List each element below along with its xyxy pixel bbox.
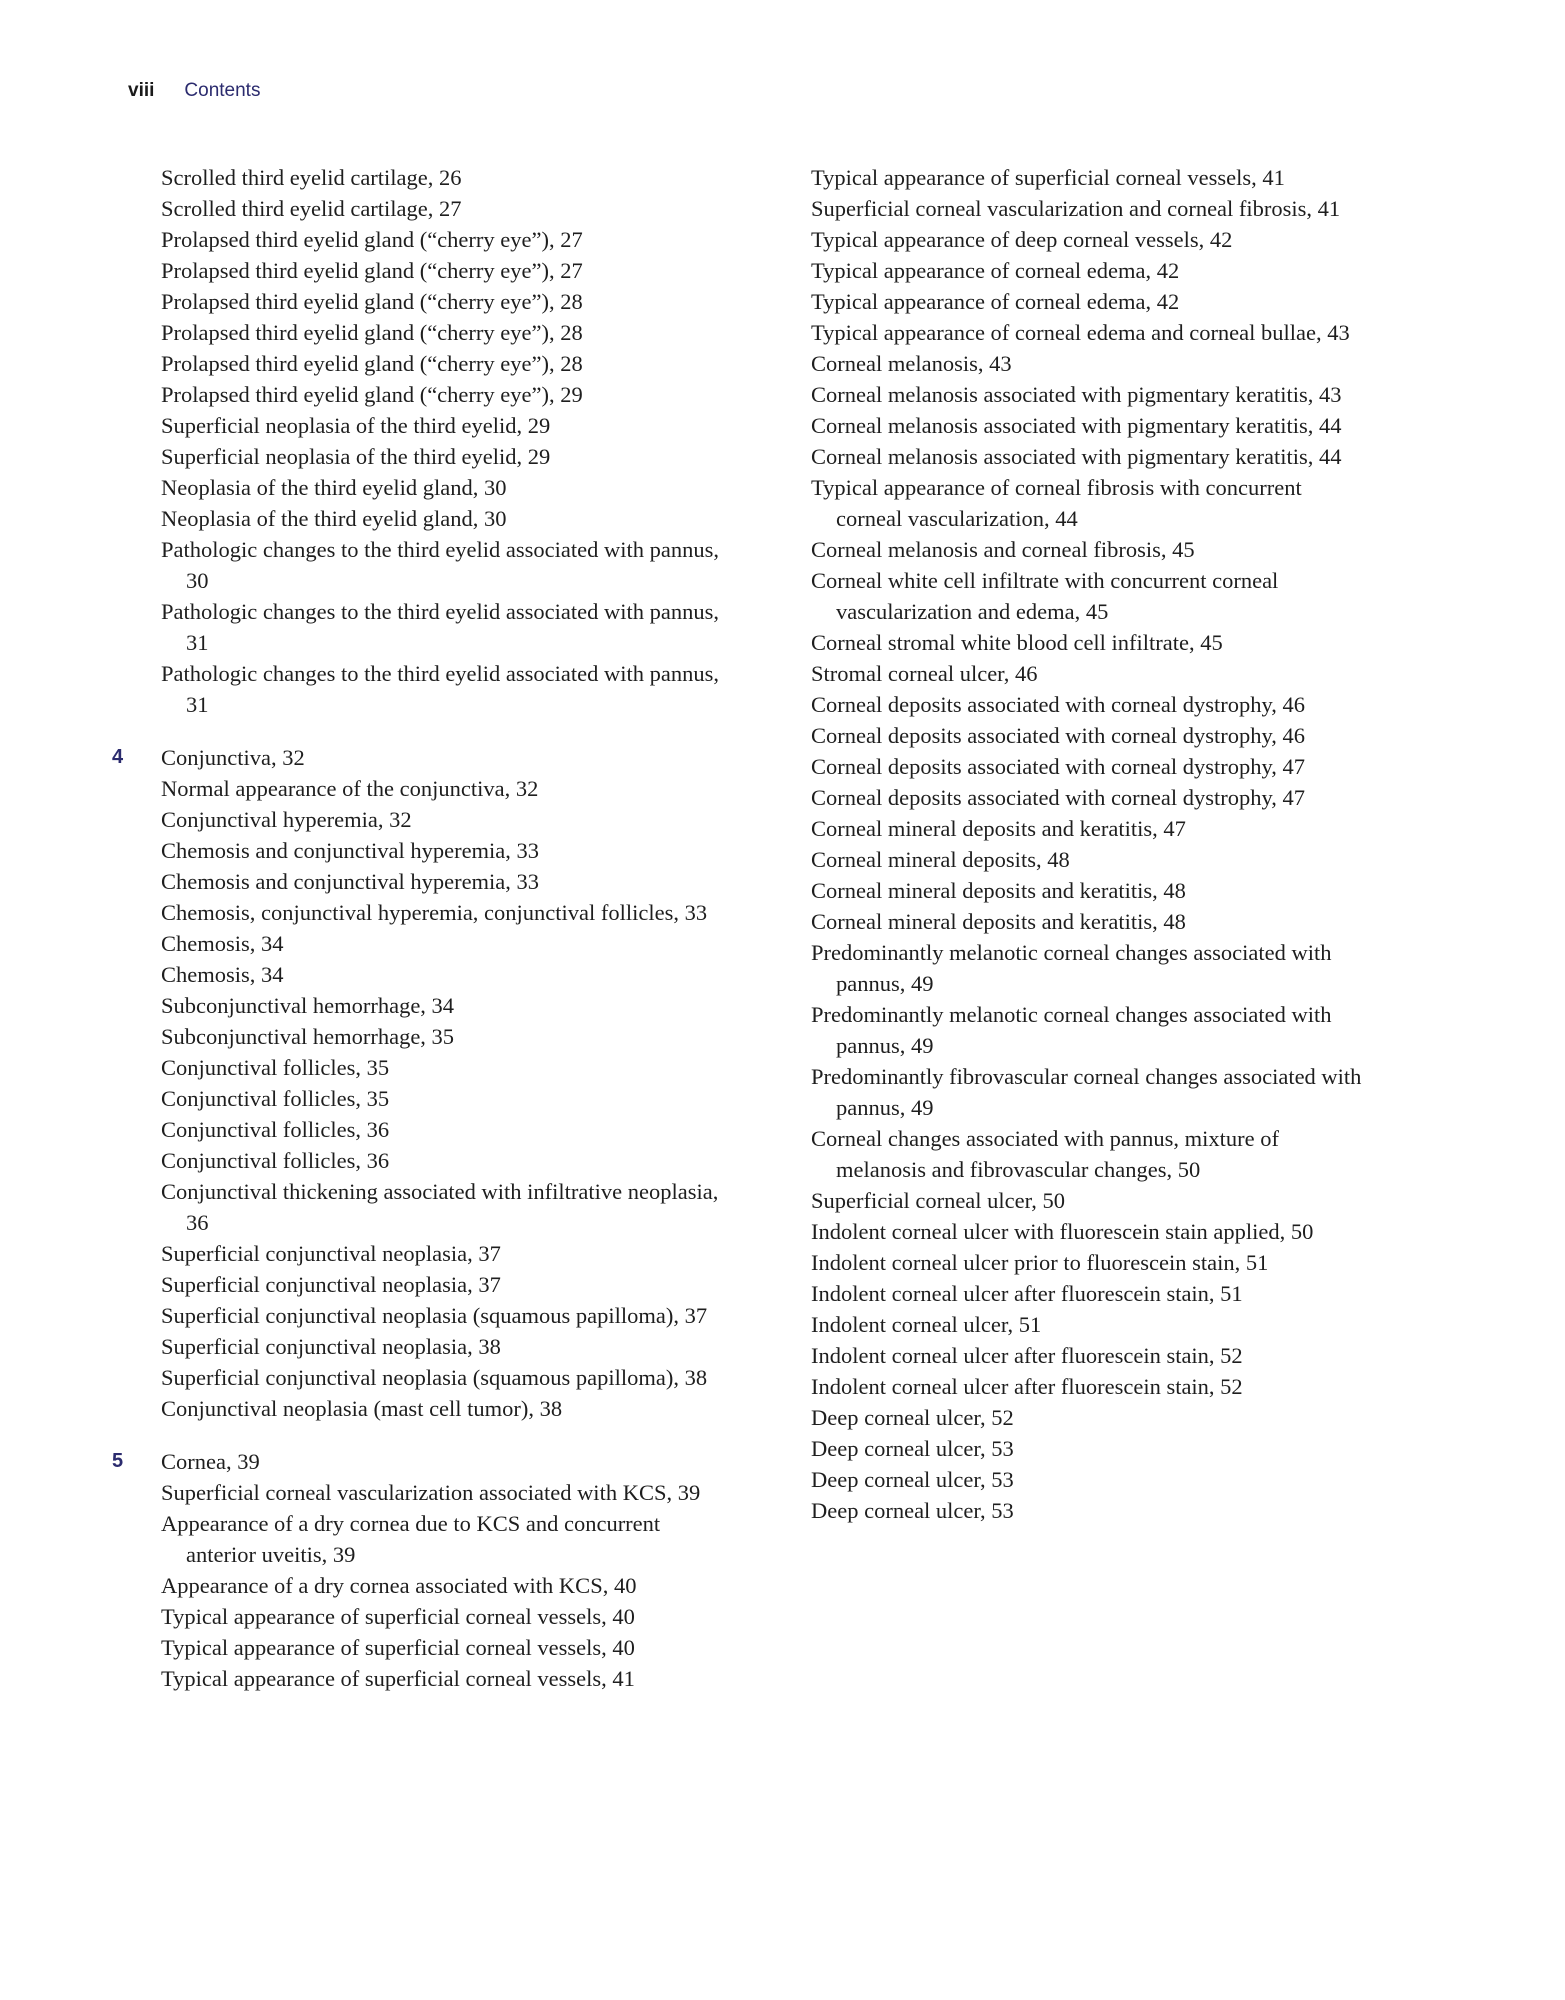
toc-entry: Deep corneal ulcer, 53 — [811, 1467, 1014, 1492]
toc-entry: Conjunctival thickening associated with infiltrative neoplasia, 36 — [161, 1179, 719, 1235]
toc-entry: Prolapsed third eyelid gland (“cherry eye”), 28 — [161, 289, 583, 314]
toc-entry: Typical appearance of corneal edema, 42 — [811, 258, 1180, 283]
toc-entry: Corneal melanosis associated with pigmentary keratitis, 44 — [811, 444, 1342, 469]
toc-entry: Neoplasia of the third eyelid gland, 30 — [161, 475, 507, 500]
chapter-3-continued — [161, 162, 721, 720]
toc-entry: Superficial conjunctival neoplasia (squamous papilloma), 37 — [161, 1303, 708, 1328]
page-number: viii — [128, 80, 155, 101]
toc-entry: Superficial conjunctival neoplasia, 37 — [161, 1272, 501, 1297]
toc-entry: Corneal melanosis associated with pigmentary keratitis, 43 — [811, 382, 1342, 407]
chapter-title: Conjunctiva, 32 — [161, 745, 305, 770]
toc-entry: Deep corneal ulcer, 53 — [811, 1498, 1014, 1523]
toc-entry: Conjunctival follicles, 35 — [161, 1086, 390, 1111]
toc-entry: Prolapsed third eyelid gland (“cherry eye”), 28 — [161, 351, 583, 376]
toc-entry: Prolapsed third eyelid gland (“cherry eye”), 29 — [161, 382, 583, 407]
toc-entry: Corneal deposits associated with corneal dystrophy, 47 — [811, 754, 1306, 779]
toc-entry: Neoplasia of the third eyelid gland, 30 — [161, 506, 507, 531]
toc-entry: Corneal deposits associated with corneal dystrophy, 46 — [811, 723, 1306, 748]
toc-entry: Pathologic changes to the third eyelid associated with pannus, 31 — [161, 661, 719, 717]
toc-entry: Predominantly melanotic corneal changes associated with pannus, 49 — [811, 1002, 1332, 1058]
toc-entry: Indolent corneal ulcer after fluorescein stain, 52 — [811, 1343, 1243, 1368]
toc-entry: Corneal melanosis and corneal fibrosis, 45 — [811, 537, 1195, 562]
toc-entry: Typical appearance of corneal edema, 42 — [811, 289, 1180, 314]
toc-entry: Stromal corneal ulcer, 46 — [811, 661, 1038, 686]
toc-entry: Indolent corneal ulcer prior to fluorescein stain, 51 — [811, 1250, 1269, 1275]
toc-entry: Subconjunctival hemorrhage, 34 — [161, 993, 455, 1018]
toc-entry: Appearance of a dry cornea due to KCS and concurrent anterior uveitis, 39 — [161, 1511, 661, 1567]
toc-entry: Superficial conjunctival neoplasia (squamous papilloma), 38 — [161, 1365, 708, 1390]
toc-entry: Corneal stromal white blood cell infiltrate, 45 — [811, 630, 1223, 655]
toc-entry: Superficial corneal ulcer, 50 — [811, 1188, 1065, 1213]
toc-entry: Normal appearance of the conjunctiva, 32 — [161, 776, 539, 801]
toc-entry: Subconjunctival hemorrhage, 35 — [161, 1024, 455, 1049]
toc-entry: Typical appearance of deep corneal vessels, 42 — [811, 227, 1233, 252]
chapter-4 — [112, 742, 721, 1424]
toc-entry: Predominantly fibrovascular corneal changes associated with pannus, 49 — [811, 1064, 1362, 1120]
toc-entry: Superficial conjunctival neoplasia, 37 — [161, 1241, 501, 1266]
toc-entry: Indolent corneal ulcer with fluorescein stain applied, 50 — [811, 1219, 1314, 1244]
toc-entry: Conjunctival follicles, 35 — [161, 1055, 390, 1080]
toc-entry: Corneal mineral deposits, 48 — [811, 847, 1070, 872]
toc-entry: Corneal mineral deposits and keratitis, 48 — [811, 909, 1186, 934]
toc-entry: Prolapsed third eyelid gland (“cherry eye”), 27 — [161, 258, 583, 283]
toc-entry: Corneal mineral deposits and keratitis, 48 — [811, 878, 1186, 903]
toc-entry: Chemosis, conjunctival hyperemia, conjunctival follicles, 33 — [161, 900, 708, 925]
toc-entry: Superficial neoplasia of the third eyelid, 29 — [161, 413, 551, 438]
toc-entry: Conjunctival hyperemia, 32 — [161, 807, 412, 832]
chapter-title: Cornea, 39 — [161, 1449, 260, 1474]
toc-entry: Scrolled third eyelid cartilage, 26 — [161, 165, 462, 190]
toc-right-column — [811, 162, 1371, 1526]
toc-entry: Deep corneal ulcer, 52 — [811, 1405, 1014, 1430]
toc-entry: Corneal changes associated with pannus, mixture of melanosis and fibrovascular changes, 50 — [811, 1126, 1279, 1182]
toc-entry: Scrolled third eyelid cartilage, 27 — [161, 196, 462, 221]
toc-left-column — [112, 162, 721, 1694]
toc-entry: Conjunctival neoplasia (mast cell tumor), 38 — [161, 1396, 563, 1421]
toc-entry: Conjunctival follicles, 36 — [161, 1148, 390, 1173]
toc-entry: Chemosis and conjunctival hyperemia, 33 — [161, 869, 540, 894]
toc-entry: Pathologic changes to the third eyelid associated with pannus, 31 — [161, 599, 719, 655]
toc-entry: Corneal deposits associated with corneal dystrophy, 47 — [811, 785, 1306, 810]
toc-entry: Prolapsed third eyelid gland (“cherry eye”), 28 — [161, 320, 583, 345]
toc-entry: Corneal melanosis, 43 — [811, 351, 1012, 376]
toc-entry: Chemosis and conjunctival hyperemia, 33 — [161, 838, 540, 863]
toc-entry: Indolent corneal ulcer after fluorescein stain, 52 — [811, 1374, 1243, 1399]
toc-entry: Indolent corneal ulcer, 51 — [811, 1312, 1042, 1337]
toc-entry: Pathologic changes to the third eyelid associated with pannus, 30 — [161, 537, 719, 593]
toc-entry: Superficial neoplasia of the third eyelid, 29 — [161, 444, 551, 469]
toc-entry: Superficial conjunctival neoplasia, 38 — [161, 1334, 501, 1359]
toc-entry: Corneal melanosis associated with pigmentary keratitis, 44 — [811, 413, 1342, 438]
running-header — [128, 80, 260, 102]
toc-entry: Chemosis, 34 — [161, 931, 284, 956]
toc-entry: Typical appearance of corneal edema and corneal bullae, 43 — [811, 320, 1350, 345]
toc-entry: Predominantly melanotic corneal changes associated with pannus, 49 — [811, 940, 1332, 996]
chapter-heading[interactable]: 5 Cornea, 39 — [112, 1449, 260, 1474]
toc-entry: Prolapsed third eyelid gland (“cherry eye”), 27 — [161, 227, 583, 252]
toc-entry: Appearance of a dry cornea associated with KCS, 40 — [161, 1573, 637, 1598]
toc-entry: Superficial corneal vascularization associated with KCS, 39 — [161, 1480, 701, 1505]
toc-entry: Indolent corneal ulcer after fluorescein stain, 51 — [811, 1281, 1243, 1306]
toc-entry: Corneal white cell infiltrate with concurrent corneal vascularization and edema, 45 — [811, 568, 1279, 624]
toc-entry: Superficial corneal vascularization and corneal fibrosis, 41 — [811, 196, 1341, 221]
toc-entry: Typical appearance of superficial corneal vessels, 41 — [811, 165, 1285, 190]
chapter-5 — [112, 1446, 721, 1694]
toc-entry: Typical appearance of corneal fibrosis with concurrent corneal vascularization, 44 — [811, 475, 1302, 531]
running-title: Contents — [184, 80, 261, 101]
toc-entry: Conjunctival follicles, 36 — [161, 1117, 390, 1142]
toc-entry: Typical appearance of superficial corneal vessels, 40 — [161, 1604, 635, 1629]
toc-entry: Typical appearance of superficial corneal vessels, 40 — [161, 1635, 635, 1660]
chapter-heading[interactable]: 4 Conjunctiva, 32 — [112, 745, 305, 770]
toc-entry: Chemosis, 34 — [161, 962, 284, 987]
toc-entry: Corneal deposits associated with corneal dystrophy, 46 — [811, 692, 1306, 717]
toc-entry: Corneal mineral deposits and keratitis, 47 — [811, 816, 1186, 841]
toc-entry: Deep corneal ulcer, 53 — [811, 1436, 1014, 1461]
toc-entry: Typical appearance of superficial corneal vessels, 41 — [161, 1666, 635, 1691]
